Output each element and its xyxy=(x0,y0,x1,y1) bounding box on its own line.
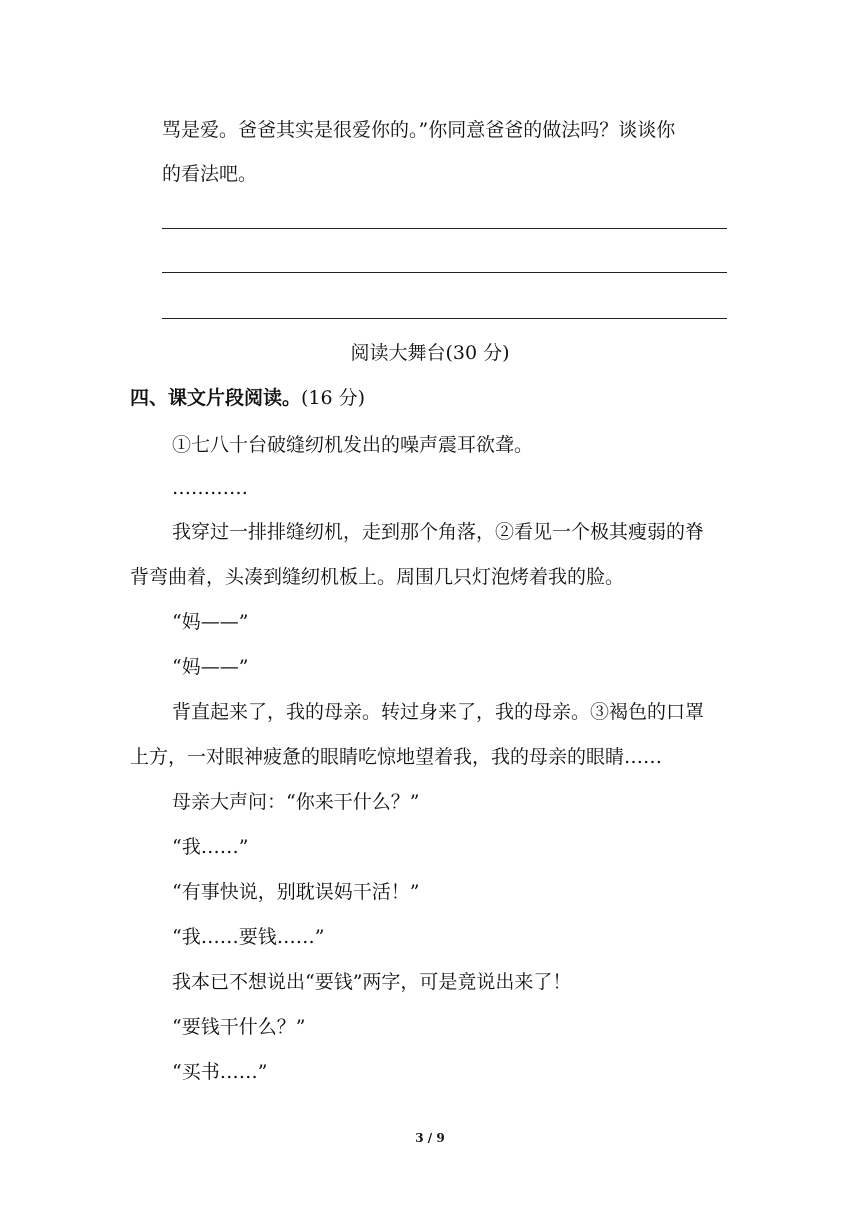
page-number: 3 / 9 xyxy=(415,1131,445,1145)
passage-line-10: “我……” xyxy=(172,836,249,858)
question-4-score: (16 分) xyxy=(301,387,366,409)
passage-line-5: “妈——” xyxy=(172,611,249,633)
passage-line-4: 背弯曲着，头凑到缝纫机板上。周围几只灯泡烤着我的脸。 xyxy=(130,566,625,588)
passage-line-6: “妈——” xyxy=(172,656,249,678)
answer-line-3 xyxy=(162,318,727,319)
passage-line-15: “买书……” xyxy=(172,1061,268,1083)
question-4-heading xyxy=(130,386,365,410)
answer-line-1 xyxy=(162,228,727,229)
question-text-line-2: 的看法吧。 xyxy=(162,163,258,185)
passage-line-7: 背直起来了，我的母亲。转过身来了，我的母亲。③褐色的口罩 xyxy=(172,701,705,723)
question-4-label: 四、课文片段阅读。 xyxy=(130,387,302,409)
passage-line-3: 我穿过一排排缝纫机，走到那个角落，②看见一个极其瘦弱的脊 xyxy=(172,521,705,543)
passage-line-13: 我本已不想说出“要钱”两字，可是竟说出来了！ xyxy=(172,971,572,993)
passage-line-11: “有事快说，别耽误妈干活！” xyxy=(172,881,420,903)
passage-line-9: 母亲大声问：“你来干什么？” xyxy=(172,791,420,813)
passage-line-8: 上方，一对眼神疲惫的眼睛吃惊地望着我，我的母亲的眼睛…… xyxy=(130,746,663,768)
passage-line-2: ………… xyxy=(172,477,248,499)
passage-line-12: “我……要钱……” xyxy=(172,926,325,948)
passage-line-14: “要钱干什么？” xyxy=(172,1016,306,1038)
passage-line-1: ①七八十台破缝纫机发出的噪声震耳欲聋。 xyxy=(172,434,534,456)
question-text-line-1: 骂是爱。爸爸其实是很爱你的。”你同意爸爸的做法吗？谈谈你 xyxy=(162,119,676,141)
answer-line-2 xyxy=(162,272,727,273)
section-title: 阅读大舞台(30 分) xyxy=(350,342,510,364)
